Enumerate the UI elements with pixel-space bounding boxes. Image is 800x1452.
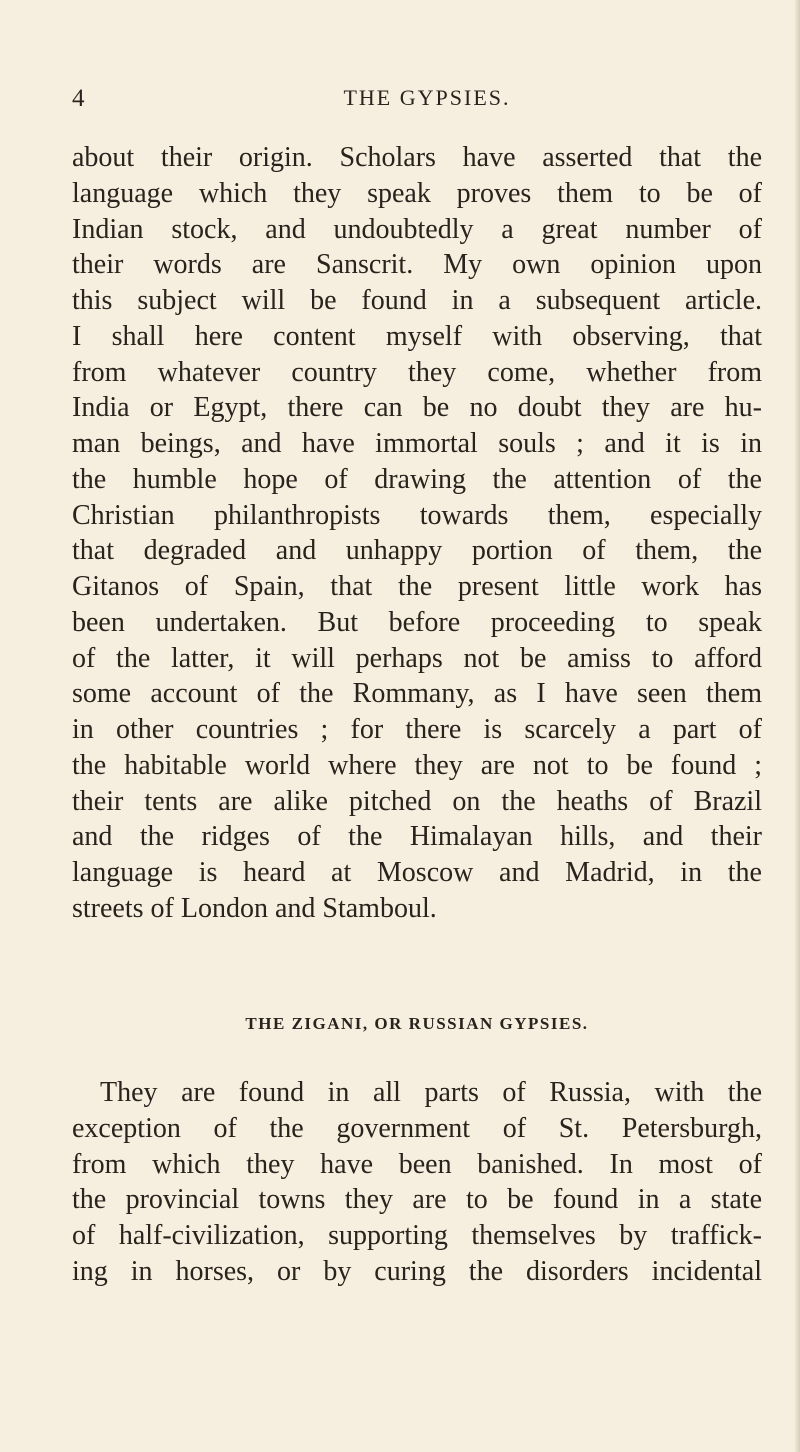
text-line: India or Egypt, there can be no doubt they are hu- <box>72 392 762 424</box>
section-heading: THE ZIGANI, OR RUSSIAN GYPSIES. <box>245 1014 589 1033</box>
text-line: and the ridges of the Himalayan hills, and their <box>72 821 762 853</box>
text-line: their words are Sanscrit. My own opinion upon <box>72 249 762 281</box>
text-line: I shall here content myself with observing, that <box>72 320 762 352</box>
text-line: from whatever country they come, whether from <box>72 356 762 388</box>
text-line: some account of the Rommany, as I have seen them <box>72 678 762 710</box>
paragraph-russian-gypsies <box>72 1075 762 1290</box>
text-line: They are found in all parts of Russia, with the <box>100 1077 762 1108</box>
paragraph-origin <box>72 140 762 927</box>
running-head <box>72 85 762 117</box>
text-line: Gitanos of Spain, that the present little work has <box>72 571 762 602</box>
text-line: language is heard at Moscow and Madrid, in the <box>72 857 762 888</box>
text-line: ing in horses, or by curing the disorders incidental <box>72 1255 762 1287</box>
text-line: of the latter, it will perhaps not be amiss to afford <box>72 642 762 674</box>
text-line: Christian philanthropists towards them, especially <box>72 499 762 531</box>
text-line: this subject will be found in a subsequent article. <box>72 285 762 316</box>
text-line: that degraded and unhappy portion of them, the <box>72 535 762 567</box>
text-line: Indian stock, and undoubtedly a great number of <box>72 213 762 245</box>
text-line: man beings, and have immortal souls ; and it is in <box>72 428 762 459</box>
text-line: the provincial towns they are to be found in a state <box>72 1184 762 1216</box>
text-line: the habitable world where they are not to be found ; <box>72 749 762 781</box>
text-line: exception of the government of St. Petersburgh, <box>72 1112 762 1144</box>
page-number: 4 <box>72 85 85 112</box>
running-title: THE GYPSIES. <box>343 85 511 110</box>
page-edge-shadow <box>794 0 800 1452</box>
text-line: their tents are alike pitched on the heaths of Brazil <box>72 785 762 817</box>
text-line: streets of London and Stamboul. <box>72 892 437 924</box>
text-line: in other countries ; for there is scarcely a part of <box>72 714 762 745</box>
text-line: been undertaken. But before proceeding to speak <box>72 606 762 638</box>
text-line: language which they speak proves them to be of <box>72 177 762 209</box>
text-line: of half-civilization, supporting themselves by traffick- <box>72 1220 762 1251</box>
text-line: about their origin. Scholars have asserted that the <box>72 142 762 173</box>
text-line: from which they have been banished. In most of <box>72 1148 762 1180</box>
text-line: the humble hope of drawing the attention of the <box>72 463 762 495</box>
